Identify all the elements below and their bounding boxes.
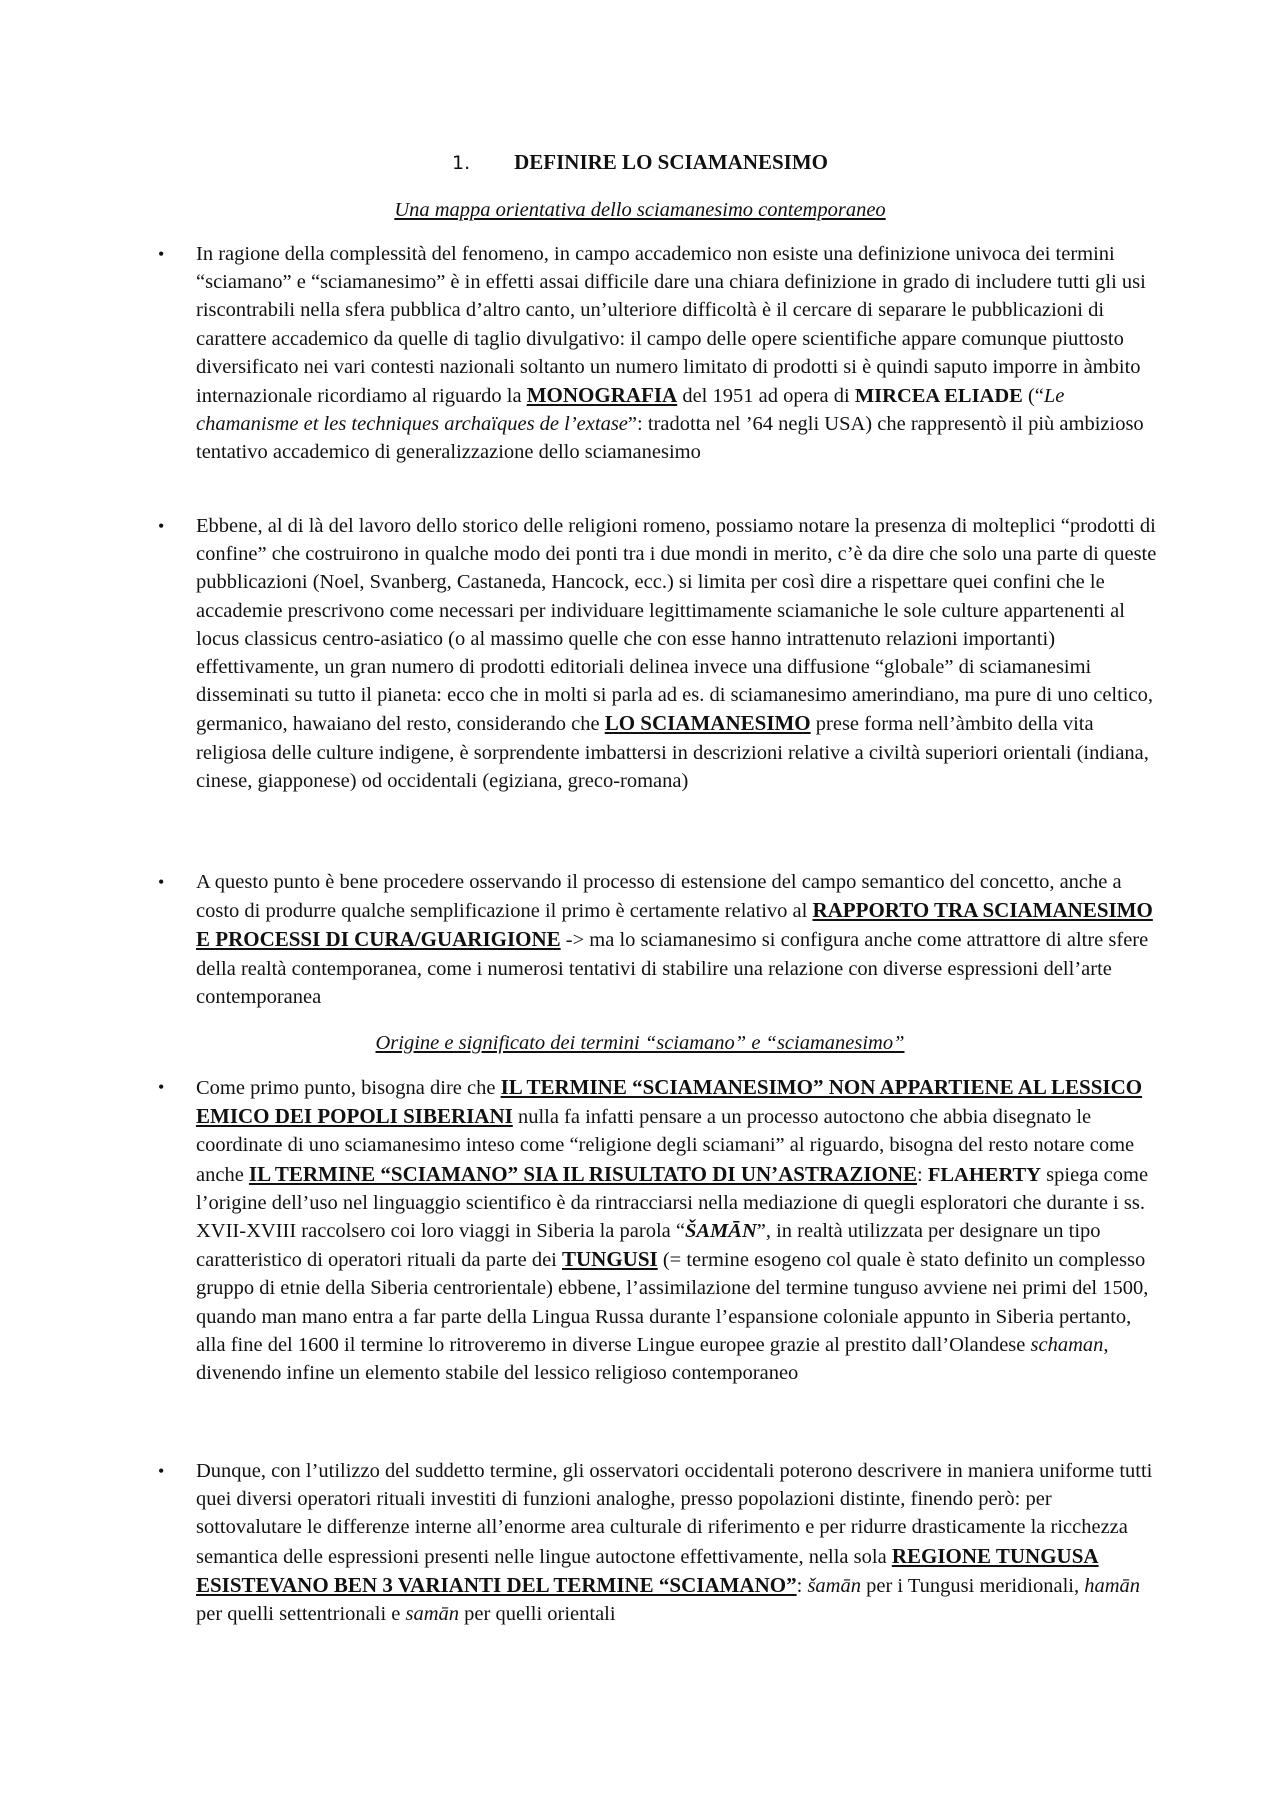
paragraph-text: Come primo punto, bisogna dire che <box>196 1077 501 1099</box>
paragraph-text: (= termine esogeno col quale è stato definito un complesso gruppo di etnie della Siberia centrorientale) ebbene, l’assimilazione del termine tunguso avviene nei primi del 1500, quando man mano entra a far parte della Lingua Russa durante l’espansione coloniale appunto in Siberia pertanto, alla fine del 1600 il termine lo ritroveremo in diverse Lingue europee grazie al prestito dall’Olandese <box>196 1249 1149 1356</box>
paragraph-text: A questo punto è bene procedere osservando il processo di estensione del campo semantico del concetto, anche a costo di produrre qualche semplificazione il primo è certamente relativo al <box>196 871 1122 923</box>
emphasis-text: MIRCEA ELIADE <box>854 385 1023 408</box>
paragraph-text: prese forma nell’àmbito della vita religiosa delle culture indigene, è sorprendente imbattersi in descrizioni relative a civiltà superiori orientali (indiana, cinese, giapponese) od occidentali (egiziana, greco-romana) <box>196 713 1149 792</box>
bullet-icon: • <box>158 1077 165 1097</box>
emphasis-text: TUNGUSI <box>562 1247 658 1272</box>
emphasis-text: IL TERMINE “SCIAMANO” SIA IL RISULTATO DI UN’ASTRAZIONE <box>248 1161 918 1186</box>
paragraph-text: ”: tradotta nel ’64 negli USA) che rappresentò il più ambizioso tentativo accademico di generalizzazione dello sciamanesimo <box>196 413 1144 464</box>
paragraph-text: spiega come l’origine dell’uso nel linguaggio scientifico è da rintracciarsi nella mediazione di quegli esploratori che durante i ss. XVII-XVIII raccolsero coi loro viaggi in Siberia la parola “ <box>196 1163 1149 1243</box>
paragraph-text: (“ <box>1022 385 1044 408</box>
emphasis-text: RAPPORTO TRA SCIAMANESIMO E PROCESSI DI CURA/GUARIGIONE <box>196 898 1153 952</box>
section-subtitle-2: Origine e significato dei termini “sciamano” e “sciamanesimo” <box>375 1032 905 1054</box>
emphasis-text: MONOGRAFIA <box>526 383 678 408</box>
paragraph-text: per quelli settentrionali e <box>196 1603 406 1626</box>
bullet-icon: • <box>158 872 165 892</box>
bullet-icon: • <box>158 516 165 536</box>
foreign-term: schaman <box>1030 1333 1104 1356</box>
bullet-icon: • <box>158 1461 165 1481</box>
foreign-term: šamān <box>807 1574 861 1597</box>
chapter-number: 1. <box>451 152 471 174</box>
bullet-paragraph-4 <box>158 1073 1158 1387</box>
section-subtitle-1: Una mappa orientativa dello sciamanesimo contemporaneo <box>394 199 886 221</box>
emphasis-text: IL TERMINE “SCIAMANESIMO” NON APPARTIENE AL LESSICO EMICO DEI POPOLI SIBERIANI <box>196 1075 1143 1129</box>
paragraph-text: per quelli orientali <box>459 1603 616 1626</box>
paragraph-text: ”, in realtà utilizzata per designare un tipo caratteristico di operatori rituali da parte dei <box>196 1220 1101 1272</box>
paragraph-text: del 1951 ad opera di <box>677 385 855 408</box>
foreign-term: samān <box>405 1603 460 1626</box>
bullet-paragraph-3 <box>158 868 1158 1011</box>
emphasis-text: LO SCIAMANESIMO <box>604 711 811 736</box>
paragraph-text: , divenendo infine un elemento stabile del lessico religioso contemporaneo <box>196 1333 1109 1385</box>
emphasis-text: ŠAMĀN <box>684 1220 757 1243</box>
book-title: Le chamanisme et les techniques archaïques de l’extase <box>196 385 1065 436</box>
paragraph-text: -> ma lo sciamanesimo si configura anche come attrattore di altre sfere della realtà contemporanea, come i numerosi tentativi di stabilire una relazione con diverse espressioni dell’arte contemporanea <box>196 929 1149 1008</box>
paragraph-text: In ragione della complessità del fenomeno, in campo accademico non esiste una definizione univoca dei termini “sciamano” e “sciamanesimo” è in effetti assai difficile dare una chiara definizione in grado di includere tutti gli usi riscontrabili nella sfera pubblica d’altro canto, un’ulteriore difficoltà è il cercare di separare le pubblicazioni di carattere accademico da quelle di taglio divulgativo: il campo delle opere scientifiche appare comunque piuttosto diversificato nei vari contesti nazionali soltanto un numero limitato di prodotti si è quindi saputo imporre in àmbito internazionale ricordiamo al riguardo la <box>196 243 1146 408</box>
paragraph-text: nulla fa infatti pensare a un processo autoctono che abbia disegnato le coordinate di uno sciamanesimo inteso come “religione degli sciamani” al riguardo, bisogna del resto notare come anche <box>196 1106 1135 1186</box>
chapter-title: DEFINIRE LO SCIAMANESIMO <box>514 150 828 174</box>
paragraph-text: : <box>917 1163 928 1186</box>
foreign-term: hamān <box>1084 1574 1141 1597</box>
chapter-heading <box>0 148 1280 177</box>
paragraph-text: Dunque, con l’utilizzo del suddetto termine, gli osservatori occidentali poterono descrivere in maniera uniforme tutti quei diversi operatori rituali investiti di funzioni analoghe, presso popolazioni distinte, finendo però: per sottovalutare le differenze interne all’enorme area culturale di riferimento e per ridurre drasticamente la ricchezza semantica delle espressioni presenti nelle lingue autoctone effettivamente, nella sola <box>196 1460 1153 1568</box>
emphasis-text: REGIONE TUNGUSA ESISTEVANO BEN 3 VARIANTI DEL TERMINE “SCIAMANO” <box>196 1543 1099 1597</box>
paragraph-text: : <box>796 1574 808 1597</box>
bullet-paragraph-5 <box>158 1457 1158 1628</box>
paragraph-text: per i Tungusi meridionali, <box>860 1574 1085 1597</box>
bullet-paragraph-2 <box>158 512 1158 795</box>
emphasis-text: FLAHERTY <box>927 1163 1042 1186</box>
bullet-paragraph-1 <box>158 240 1158 467</box>
paragraph-text: Ebbene, al di là del lavoro dello storico delle religioni romeno, possiamo notare la presenza di molteplici “prodotti di confine” che costruirono in qualche modo dei ponti tra i due mondi in merito, c’è da dire che solo una parte di queste pubblicazioni (Noel, Svanberg, Castaneda, Hancock, ecc.) si limita per così dire a rispettare quei confini che le accademie prescrivono come necessari per individuare legittimamente sciamaniche le sole culture appartenenti al locus classicus centro-asiatico (o al massimo quelle che con esse hanno intrattenuto relazioni importanti) effettivamente, un gran numero di prodotti editoriali delinea invece una diffusione “globale” di sciamanesimi disseminati su tutto il pianeta: ecco che in molti si parla ad es. di sciamanesimo amerindiano, ma pure di uno celtico, germanico, hawaiano del resto, considerando che <box>196 515 1157 736</box>
bullet-icon: • <box>158 244 165 264</box>
